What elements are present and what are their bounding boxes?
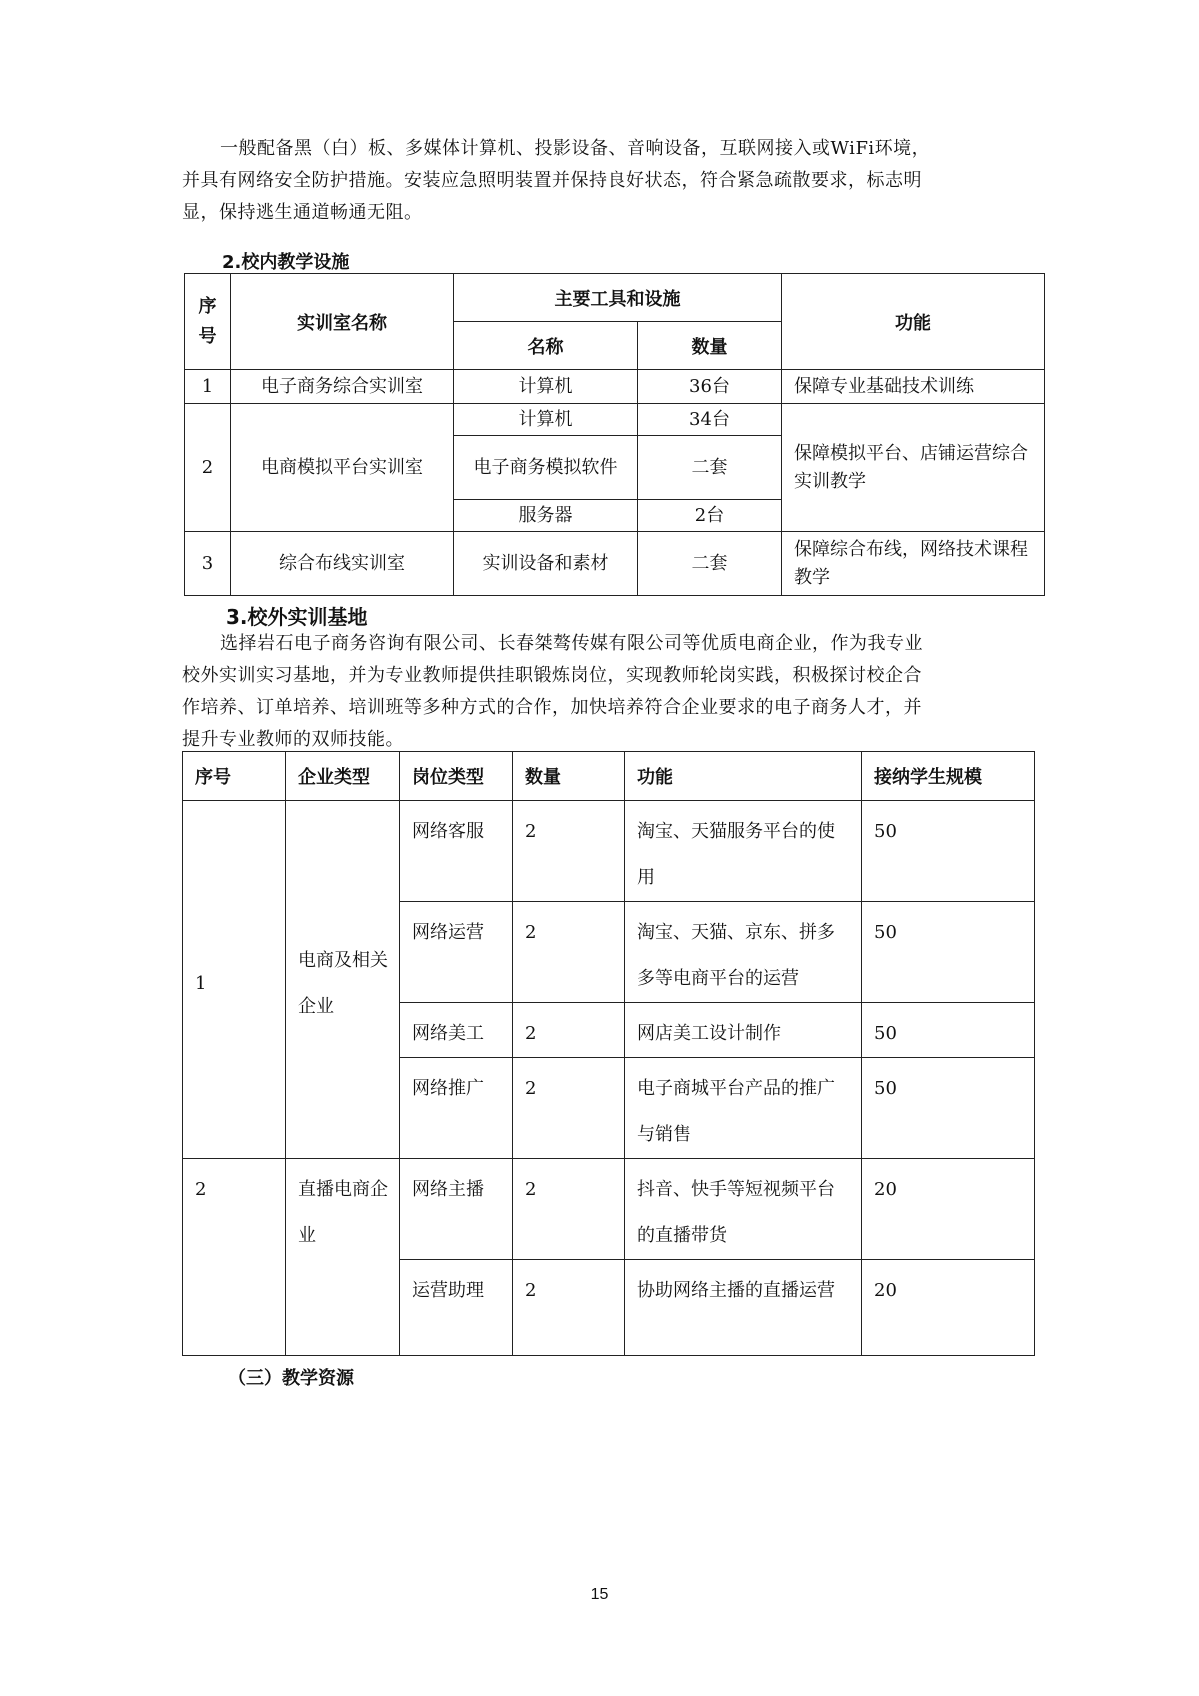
table1-cell: 实训设备和素材 [454, 532, 638, 596]
table2-cell: 运营助理 [400, 1260, 513, 1356]
table1-cell: 电子商务综合实训室 [231, 370, 454, 404]
table2-cell: 2 [513, 1260, 625, 1356]
table2-header-post: 岗位类型 [400, 752, 513, 801]
table2-header-seq: 序号 [183, 752, 286, 801]
table2-header-func: 功能 [625, 752, 862, 801]
table-row [183, 1159, 1035, 1260]
table1-cell: 二套 [638, 436, 782, 500]
table2-cell: 20 [862, 1260, 1035, 1356]
table2-cell: 2 [513, 1159, 625, 1260]
table2-cell: 50 [862, 801, 1035, 902]
table1-cell: 2 [185, 404, 231, 532]
table1-header-seq: 序号 [185, 274, 231, 370]
table2-cell: 2 [513, 1003, 625, 1058]
table1-cell: 保障综合布线，网络技术课程教学 [782, 532, 1045, 596]
table1-cell: 电子商务模拟软件 [454, 436, 638, 500]
section3-line-2: 校外实训实习基地，并为专业教师提供挂职锻炼岗位，实现教师轮岗实践，积极探讨校企合 [182, 665, 922, 686]
section3-line-4: 提升专业教师的双师技能。 [182, 729, 404, 750]
intro-line-1: 一般配备黑（白）板、多媒体计算机、投影设备、音响设备，互联网接入或WiFi环境， [220, 138, 931, 159]
table2-cell: 50 [862, 902, 1035, 1003]
table2-cell: 协助网络主播的直播运营 [625, 1260, 862, 1356]
section-2-title: 2.校内教学设施 [222, 252, 350, 273]
table1-cell: 2台 [638, 500, 782, 532]
table1-cell: 服务器 [454, 500, 638, 532]
campus-facilities-table [184, 273, 1045, 596]
table2-cell: 50 [862, 1058, 1035, 1159]
table-row [185, 532, 1045, 596]
table1-cell: 36台 [638, 370, 782, 404]
table2-cell: 2 [513, 1058, 625, 1159]
table1-cell: 34台 [638, 404, 782, 436]
table2-cell: 2 [513, 801, 625, 902]
table2-cell: 50 [862, 1003, 1035, 1058]
table2-cell: 直播电商企业 [286, 1159, 400, 1356]
table2-cell: 2 [513, 902, 625, 1003]
table2-cell: 电商及相关企业 [286, 801, 400, 1159]
table2-cell: 网络运营 [400, 902, 513, 1003]
table1-header-tools: 主要工具和设施 [454, 274, 782, 322]
table2-cell: 20 [862, 1159, 1035, 1260]
section3-line-3: 作培养、订单培养、培训班等多种方式的合作，加快培养符合企业要求的电子商务人才，并 [182, 697, 922, 718]
table-row [183, 801, 1035, 902]
table2-cell: 淘宝、天猫、京东、拼多多等电商平台的运营 [625, 902, 862, 1003]
table2-cell: 1 [183, 801, 286, 1159]
table1-header-room: 实训室名称 [231, 274, 454, 370]
table2-cell: 网络主播 [400, 1159, 513, 1260]
section-resources-title: （三）教学资源 [228, 1368, 354, 1389]
table1-cell: 保障专业基础技术训练 [782, 370, 1045, 404]
intro-line-2: 并具有网络安全防护措施。安装应急照明装置并保持良好状态，符合紧急疏散要求，标志明 [182, 170, 922, 191]
table-row [185, 404, 1045, 436]
table2-cell: 电子商城平台产品的推广与销售 [625, 1058, 862, 1159]
table2-cell: 网络客服 [400, 801, 513, 902]
table1-cell: 二套 [638, 532, 782, 596]
table2-header-scale: 接纳学生规模 [862, 752, 1035, 801]
table1-cell: 计算机 [454, 370, 638, 404]
table2-header-qty: 数量 [513, 752, 625, 801]
table2-cell: 抖音、快手等短视频平台的直播带货 [625, 1159, 862, 1260]
table2-cell: 网络美工 [400, 1003, 513, 1058]
table2-cell: 网络推广 [400, 1058, 513, 1159]
section-3-paragraph [182, 628, 1027, 756]
table1-header-func: 功能 [782, 274, 1045, 370]
external-training-base-table [182, 751, 1035, 1356]
table2-cell: 网店美工设计制作 [625, 1003, 862, 1058]
table-row [185, 370, 1045, 404]
table2-cell: 淘宝、天猫服务平台的使用 [625, 801, 862, 902]
table1-cell: 3 [185, 532, 231, 596]
intro-line-3: 显，保持逃生通道畅通无阻。 [182, 202, 423, 223]
table1-header-name: 名称 [454, 322, 638, 370]
table1-cell: 电商模拟平台实训室 [231, 404, 454, 532]
section3-line-1: 选择岩石电子商务咨询有限公司、长春桀骜传媒有限公司等优质电商企业，作为我专业 [220, 633, 923, 654]
table2-cell: 2 [183, 1159, 286, 1356]
table1-cell: 1 [185, 370, 231, 404]
table1-cell: 保障模拟平台、店铺运营综合实训教学 [782, 404, 1045, 532]
page-number: 15 [590, 1586, 609, 1603]
intro-paragraph [182, 133, 1027, 229]
table1-header-qty: 数量 [638, 322, 782, 370]
table1-cell: 计算机 [454, 404, 638, 436]
table1-cell: 综合布线实训室 [231, 532, 454, 596]
section-3-title: 3.校外实训基地 [226, 605, 368, 629]
table2-header-type: 企业类型 [286, 752, 400, 801]
